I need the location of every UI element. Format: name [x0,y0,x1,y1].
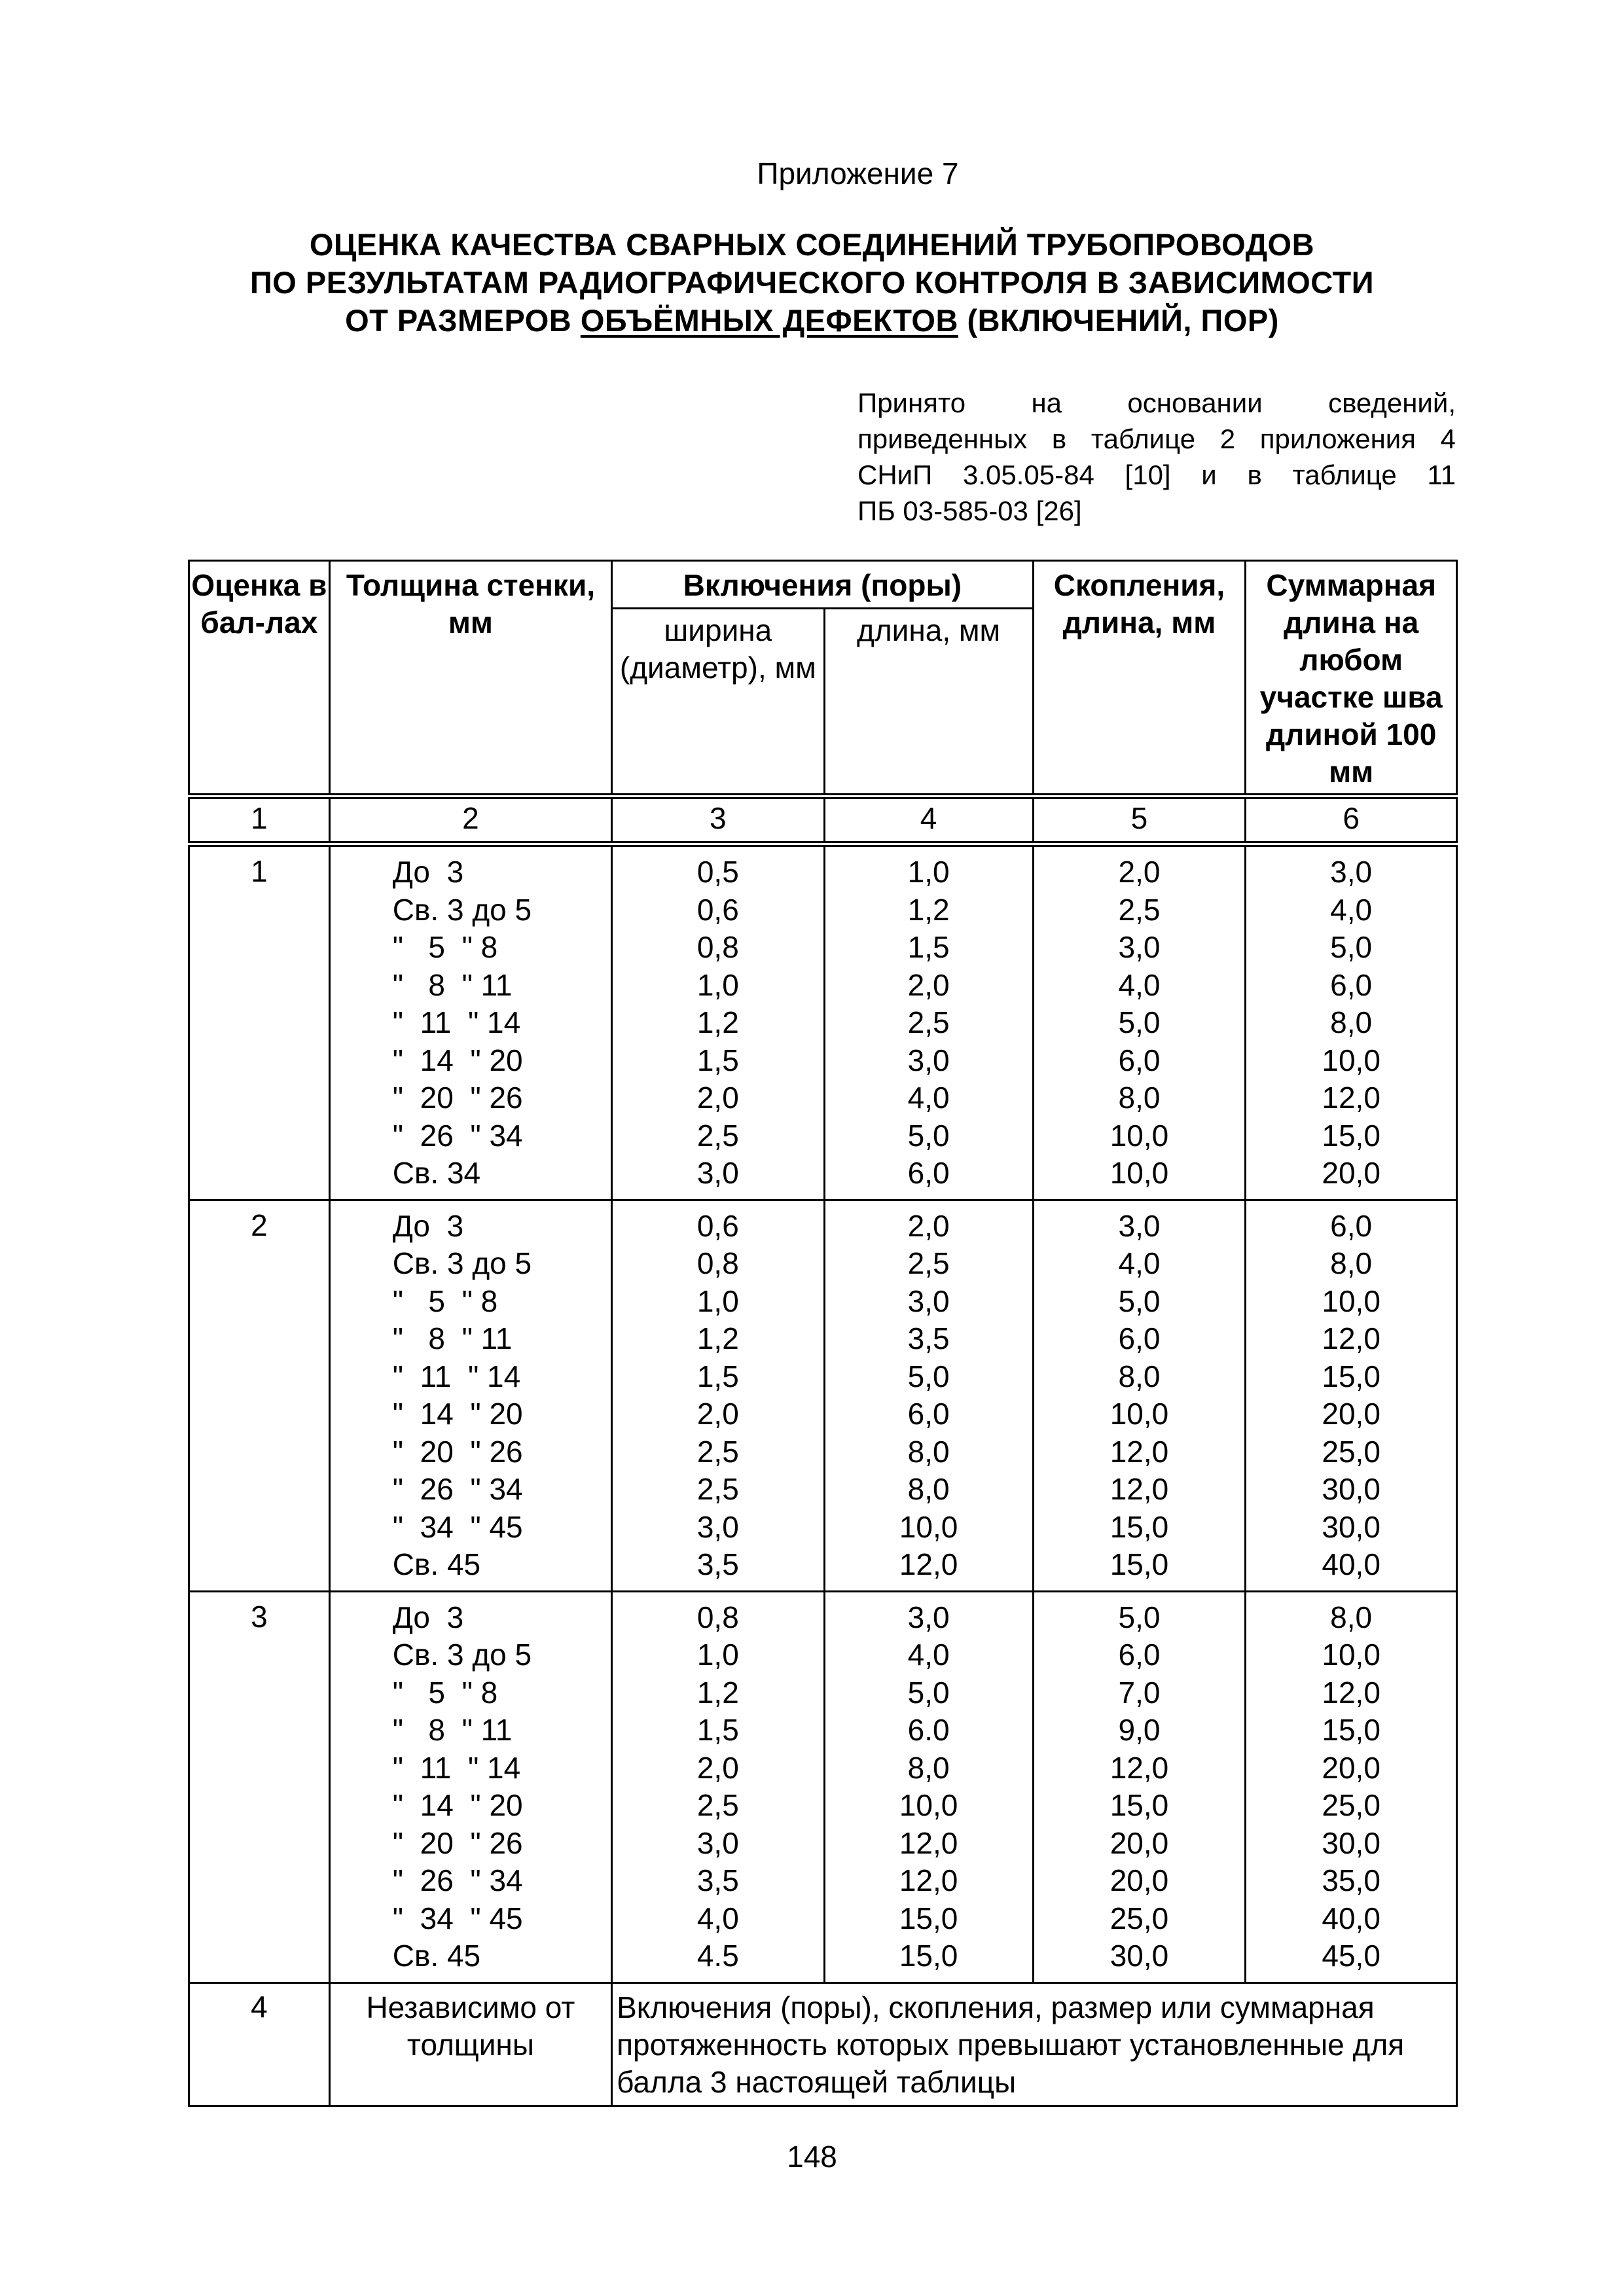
value: 10,0 [1322,1043,1380,1077]
value: 25,0 [1322,1788,1380,1822]
value: 10,0 [1110,1397,1169,1431]
value: 5,0 [907,1118,950,1153]
title-line-3 [0,302,1624,340]
value: 3,5 [907,1321,950,1355]
value: 3,0 [907,1043,950,1077]
grade-groups [189,844,1457,1983]
value: 2,5 [907,1005,950,1039]
value: 6,0 [1118,1043,1161,1077]
value: 15,0 [1110,1788,1169,1822]
value: 15,0 [1110,1509,1169,1544]
thickness-range: " 20 " 26 [392,1825,523,1860]
value: 4,0 [696,1901,739,1935]
thickness-cell [329,1200,611,1591]
value: 2,5 [696,1434,739,1469]
value-cell [824,844,1033,1200]
value: 10,0 [899,1788,958,1822]
value: 8,0 [907,1472,950,1506]
value: 2,5 [696,1788,739,1822]
thickness-range: Св. 3 до 5 [392,1246,532,1280]
thickness-range: " 8 " 11 [392,1321,513,1355]
value: 8,0 [1330,1246,1373,1280]
value-cell [824,1200,1033,1591]
value: 15,0 [1322,1359,1380,1393]
grade-group-row [189,844,1457,1200]
column-number: 6 [1246,797,1457,844]
column-number: 5 [1033,797,1246,844]
thickness-range: Св. 45 [392,1547,481,1581]
value: 25,0 [1322,1434,1380,1469]
value: 2,0 [907,1208,950,1243]
value: 4,0 [1330,892,1373,927]
value: 6.0 [907,1713,950,1747]
header-thickness: Толщина стенки, мм [329,561,611,797]
thickness-range: " 5 " 8 [392,1675,498,1710]
value: 0,6 [696,892,739,927]
value: 12,0 [899,1547,958,1581]
value: 2,0 [696,1750,739,1785]
header-length: длина, мм [824,609,1033,797]
value: 6,0 [1118,1638,1161,1672]
thickness-range: " 8 " 11 [392,1713,513,1747]
thickness-range: " 14 " 20 [392,1397,523,1431]
value: 20,0 [1322,1750,1380,1785]
header-width: ширина (диаметр), мм [612,609,824,797]
value: 40,0 [1322,1901,1380,1935]
value: 7,0 [1118,1675,1161,1710]
value: 5,0 [907,1359,950,1393]
value-cell [1033,1200,1246,1591]
thickness-cell [329,844,611,1200]
title-line-1: ОЦЕНКА КАЧЕСТВА СВАРНЫХ СОЕДИНЕНИЙ ТРУБОПРОВОДОВ [309,227,1315,262]
column-number: 2 [329,797,611,844]
thickness-range: До 3 [392,1600,464,1634]
thickness-range: " 26 " 34 [392,1118,523,1153]
thickness-range: " 26 " 34 [392,1472,523,1506]
value-cell [1033,844,1246,1200]
grade-group-row [189,1591,1457,1982]
value: 6,0 [907,1397,950,1431]
value: 1,0 [696,967,739,1002]
title-line-3-pre: ОТ РАЗМЕРОВ [345,303,581,338]
header-row-1 [189,561,1457,609]
header-clusters: Скопления, длина, мм [1033,561,1246,797]
value: 4,0 [1118,967,1161,1002]
thickness-range: " 34 " 45 [392,1509,523,1544]
value: 12,0 [1322,1675,1380,1710]
value: 8,0 [1118,1081,1161,1115]
value: 3,0 [1118,930,1161,964]
value: 3,0 [696,1156,739,1190]
thickness-cell [329,1591,611,1982]
value: 4,0 [907,1638,950,1672]
value: 8,0 [1330,1600,1373,1634]
value: 0,5 [696,855,739,889]
value: 45,0 [1322,1939,1380,1973]
thickness-range: Св. 34 [392,1156,481,1190]
header-total-length: Суммарная длина на любом участке шва длиной 100 мм [1246,561,1457,797]
source-note-line-4: ПБ 03-585-03 [26] [857,495,1082,526]
value: 5,0 [1118,1005,1161,1039]
grade-4-row [189,1982,1457,2106]
value: 35,0 [1322,1863,1380,1897]
value: 8,0 [1118,1359,1161,1393]
thickness-range: " 5 " 8 [392,1283,498,1318]
value: 2,0 [907,967,950,1002]
value: 8,0 [907,1434,950,1469]
value: 3,0 [696,1509,739,1544]
value: 0,8 [696,930,739,964]
value: 5,0 [907,1675,950,1710]
thickness-range: " 11 " 14 [392,1359,521,1393]
value: 3,0 [696,1825,739,1860]
defects-table [188,560,1458,2107]
value: 0,8 [696,1246,739,1280]
column-number: 4 [824,797,1033,844]
grade-cell: 3 [189,1591,330,1982]
value: 3,0 [1330,855,1373,889]
value: 20,0 [1322,1156,1380,1190]
value: 1,2 [696,1321,739,1355]
grade-4-description: Включения (поры), скопления, размер или суммарная протяженность которых превышают установленные для балла 3 настоящей таблицы [612,1982,1457,2106]
value: 30,0 [1110,1939,1169,1973]
value: 10,0 [1322,1283,1380,1318]
value-cell [1246,1591,1457,1982]
value: 3,0 [907,1600,950,1634]
value: 25,0 [1110,1901,1169,1935]
title-line-3-underlined: ОБЪЁМНЫХ ДЕФЕКТОВ [580,303,958,338]
page-number: 148 [787,2140,837,2174]
thickness-range: " 34 " 45 [392,1901,523,1935]
column-number: 1 [189,797,330,844]
value: 1,5 [696,1359,739,1393]
title-line-2: ПО РЕЗУЛЬТАТАМ РАДИОГРАФИЧЕСКОГО КОНТРОЛЯ В ЗАВИСИМОСТИ [249,265,1375,300]
value: 0,6 [696,1208,739,1243]
value: 6,0 [1330,967,1373,1002]
value: 20,0 [1322,1397,1380,1431]
value: 12,0 [899,1825,958,1860]
value-cell [1033,1591,1246,1982]
value: 3,5 [696,1547,739,1581]
source-note-line-3: СНиП 3.05.05-84 [10] и в таблице 11 [857,459,1456,490]
value: 8,0 [1330,1005,1373,1039]
value: 15,0 [899,1939,958,1973]
value: 12,0 [1322,1321,1380,1355]
value: 12,0 [1110,1472,1169,1506]
thickness-range: " 14 " 20 [392,1043,523,1077]
header-inclusions: Включения (поры) [612,561,1034,609]
value: 2,0 [696,1081,739,1115]
header-grade: Оценка в бал-лах [189,561,330,797]
thickness-range: " 20 " 26 [392,1081,523,1115]
value: 15,0 [1110,1547,1169,1581]
value: 40,0 [1322,1547,1380,1581]
value: 3,0 [907,1283,950,1318]
value: 12,0 [1110,1434,1169,1469]
value: 5,0 [1118,1283,1161,1318]
value: 30,0 [1322,1509,1380,1544]
value: 1,5 [696,1713,739,1747]
thickness-range: " 14 " 20 [392,1788,523,1822]
value: 1,2 [696,1005,739,1039]
value: 1,0 [696,1283,739,1318]
value: 6,0 [907,1156,950,1190]
value: 9,0 [1118,1713,1161,1747]
value: 3,0 [1118,1208,1161,1243]
value: 15,0 [1322,1118,1380,1153]
value: 10,0 [1322,1638,1380,1672]
value-cell [1246,1200,1457,1591]
value: 1,0 [907,855,950,889]
value: 12,0 [1322,1081,1380,1115]
value: 1,5 [696,1043,739,1077]
value: 10,0 [1110,1118,1169,1153]
value: 12,0 [1110,1750,1169,1785]
value: 12,0 [899,1863,958,1897]
thickness-range: " 20 " 26 [392,1434,523,1469]
value-cell [612,1200,824,1591]
grade-cell: 2 [189,1200,330,1591]
value-cell [1246,844,1457,1200]
thickness-range: Св. 45 [392,1939,481,1973]
value: 4.5 [696,1939,739,1973]
value: 3,5 [696,1863,739,1897]
value: 2,0 [1118,855,1161,889]
thickness-cell: Независимо от толщины [329,1982,611,2106]
value-cell [612,1591,824,1982]
value: 4,0 [1118,1246,1161,1280]
value: 0,8 [696,1600,739,1634]
appendix-label: Приложение 7 [757,156,959,190]
value: 15,0 [899,1901,958,1935]
value-cell [824,1591,1033,1982]
grade-cell: 4 [189,1982,330,2106]
value: 10,0 [1110,1156,1169,1190]
value: 2,5 [907,1246,950,1280]
thickness-range: " 26 " 34 [392,1863,523,1897]
thickness-range: Св. 3 до 5 [392,1638,532,1672]
thickness-range: " 11 " 14 [392,1750,521,1785]
thickness-range: Св. 3 до 5 [392,892,532,927]
value: 2,5 [1118,892,1161,927]
value: 5,0 [1118,1600,1161,1634]
value: 30,0 [1322,1825,1380,1860]
value: 8,0 [907,1750,950,1785]
value: 1,5 [907,930,950,964]
value-cell [612,844,824,1200]
thickness-range: " 8 " 11 [392,967,513,1002]
value: 2,5 [696,1472,739,1506]
source-note [857,385,1456,529]
thickness-range: До 3 [392,1208,464,1243]
value: 20,0 [1110,1863,1169,1897]
value: 10,0 [899,1509,958,1544]
column-numbers-row [189,797,1457,844]
value: 1,0 [696,1638,739,1672]
source-note-line-2: приведенных в таблице 2 приложения 4 [857,423,1456,454]
value: 6,0 [1330,1208,1373,1243]
value: 1,2 [907,892,950,927]
thickness-range: " 5 " 8 [392,930,498,964]
value: 5,0 [1330,930,1373,964]
value: 1,2 [696,1675,739,1710]
value: 20,0 [1110,1825,1169,1860]
thickness-range: До 3 [392,855,464,889]
thickness-range: " 11 " 14 [392,1005,521,1039]
title-line-3-post: (ВКЛЮЧЕНИЙ, ПОР) [958,303,1279,338]
source-note-line-1: Принято на основании сведений, [857,387,1456,418]
value: 30,0 [1322,1472,1380,1506]
grade-group-row [189,1200,1457,1591]
value: 2,5 [696,1118,739,1153]
document-title [0,226,1624,340]
value: 15,0 [1322,1713,1380,1747]
column-number: 3 [612,797,824,844]
grade-cell: 1 [189,844,330,1200]
value: 4,0 [907,1081,950,1115]
value: 6,0 [1118,1321,1161,1355]
value: 2,0 [696,1397,739,1431]
